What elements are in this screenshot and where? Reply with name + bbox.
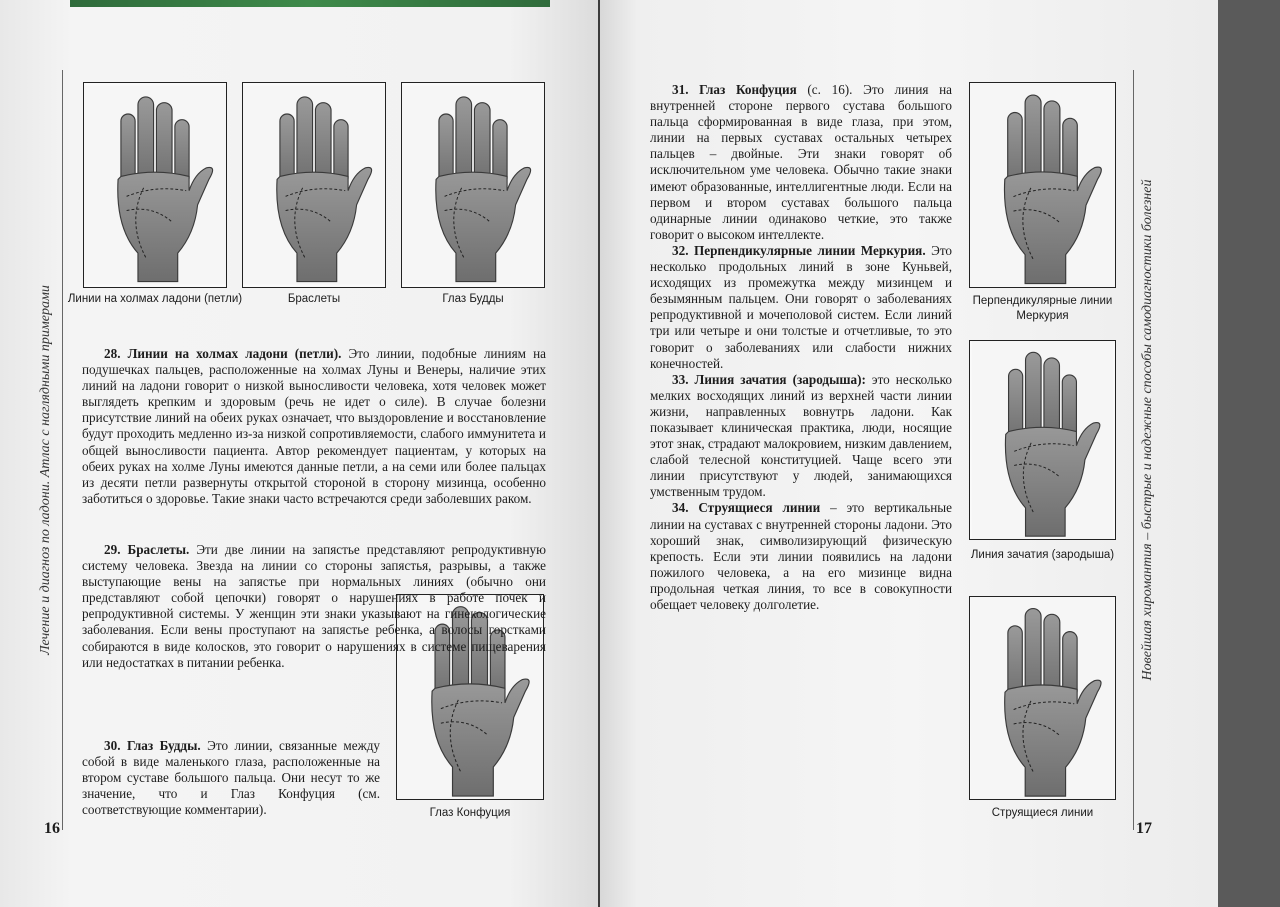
paragraph-29-body: Эти две линии на запястье представляют репродуктивную систему человека. Звезда на линии со стороны запястья, разрывы, а также выступающие вены на запястье при нормальных линиях (обычно они представляют собой цепочки) говорят о нарушениях в работе почек и репродуктивной системы. У женщин эти знаки указывают на гинекологические заболевания. Если вены проступают на запястье ребенка, а волосы горстками собираются в виде колосков, это говорит о нарушениях в системе пищеварения или недостатках в питании ребенка. bbox=[82, 542, 546, 670]
book-edge bbox=[1218, 0, 1280, 907]
paragraph-34-body: – это вертикальные линии на суставах с внутренней стороны ладони. Это хороший знак, символизирующий физическую крепость. Если эти линии появились на ладони пожилого человека, а на его мизинце видна продольная четкая линия, то все в совокупности обещает человеку долголетие. bbox=[650, 500, 952, 612]
figure-bracelets bbox=[242, 82, 386, 305]
paragraph-33-lead: 33. Линия зачатия (зародыша): bbox=[672, 371, 866, 387]
right-text bbox=[650, 82, 952, 613]
caption-confucius-eye: Глаз Конфуция bbox=[429, 807, 511, 819]
hand-illustration-flowing-lines bbox=[970, 597, 1115, 799]
hand-illustration-loops bbox=[84, 83, 226, 287]
paragraph-29 bbox=[82, 542, 546, 671]
cover-green-strip bbox=[70, 0, 550, 7]
figure-conception-line bbox=[969, 340, 1116, 561]
right-side-rule bbox=[1133, 70, 1134, 830]
paragraph-28-body: Это линии, подобные линиям на подушечках пальцев, расположенные на холмах Луны и Венеры, наличие этих линий на ладони говорит о низкой выносливости человека, хотя человек может выглядеть крепким и здоровым (речь не идет о силе). В случае болезни присутствие линий на обеих руках означает, что выздоровление и восстановление будут проходить медленно из-за низкой сопротивляемости, слабого иммунитета и общей выносливости пациента. Автор рекомендует пациентам, у которых на обеих руках на холме Луны имеются данные петли, а на семи или более пальцах из десяти петли развернуты открытой стороной в сторону мизинца, особенно заботиться о здоровье. Такие знаки часто встречаются среди заболевших раком. bbox=[82, 346, 546, 506]
hand-illustration-mercury-lines bbox=[970, 83, 1115, 287]
paragraph-34-lead: 34. Струящиеся линии bbox=[672, 500, 821, 516]
caption-flowing-lines: Струящиеся линии bbox=[991, 807, 1094, 819]
left-text-top bbox=[82, 346, 546, 507]
caption-mercury-lines: Перпендикулярные линии Меркурия bbox=[972, 295, 1113, 322]
paragraph-28 bbox=[82, 346, 546, 507]
figure-loops bbox=[67, 82, 243, 305]
paragraph-33-body: это несколько мелких восходящих линий из верхней части линии жизни, направленных вовнутрь ладони. Как показывает клиническая практика, люди, носящие этот знак, страдают малокровием, низким давлением, слабой телесной конституцией. Чаще всего эти линии присутствуют у людей, занимающихся умственным трудом. bbox=[650, 371, 952, 500]
paragraph-32-body: Это несколько продольных линий в зоне Куньвей, исходящих из промежутка между мизинцем и безымянным пальцем. Они говорят о заболеваниях репродуктивной и мочеполовой систем. Если линий три или четыре и они толстые и отчетливые, то это говорит о заболеваниях или слабости нижних конечностей. bbox=[650, 242, 952, 371]
caption-buddha-eye: Глаз Будды bbox=[442, 293, 504, 305]
paragraph-31 bbox=[650, 82, 952, 243]
left-running-head: Лечение и диагноз по ладони. Атлас с наглядными примерами bbox=[38, 285, 53, 655]
figure-buddha-eye bbox=[401, 82, 545, 305]
paragraph-31-body: (с. 16). Это линия на внутренней стороне первого сустава большого пальца сформированная в виде глаза, при этом, линии на первых суставах остальных четырех пальцев – двойные. Эти знаки говорят об исключительном уме человека. Обычно такие знаки имеют образованные, интеллигентные люди. Если на первом и втором суставах большого пальца одинарные линии одинаково четкие, это также говорит о высоком интеллекте. bbox=[650, 82, 952, 242]
paragraph-34 bbox=[650, 500, 952, 613]
figure-flowing-lines bbox=[969, 596, 1116, 819]
figure-mercury-lines bbox=[969, 82, 1116, 322]
hand-illustration-conception-line bbox=[970, 341, 1115, 539]
paragraph-31-lead: 31. Глаз Конфуция bbox=[672, 82, 797, 97]
left-text-bottom bbox=[82, 738, 380, 818]
paragraph-29-lead: 29. Браслеты. bbox=[104, 542, 190, 557]
caption-loops: Линии на холмах ладони (петли) bbox=[67, 293, 243, 305]
caption-conception-line: Линия зачатия (зародыша) bbox=[970, 549, 1115, 561]
paragraph-32 bbox=[650, 243, 952, 372]
paragraph-30 bbox=[82, 738, 380, 818]
hand-illustration-buddha-eye bbox=[402, 83, 544, 287]
paragraph-30-lead: 30. Глаз Будды. bbox=[104, 738, 201, 753]
page-number-right: 17 bbox=[1136, 820, 1152, 837]
paragraph-32-lead: 32. Перпендикулярные линии Меркурия. bbox=[672, 242, 926, 258]
page-number-left: 16 bbox=[44, 820, 60, 837]
caption-bracelets: Браслеты bbox=[287, 293, 341, 305]
right-running-head: Новейшая хиромантия – быстрые и надежные способы самодиагностики болезней bbox=[1140, 179, 1155, 681]
hand-illustration-bracelets bbox=[243, 83, 385, 287]
paragraph-30-body: Это линии, связанные между собой в виде маленького глаза, расположенные на втором суставе большого пальца. Они несут то же значение, что и Глаз Конфуция (см. соответствующие комментарии). bbox=[82, 738, 380, 818]
paragraph-33 bbox=[650, 372, 952, 501]
left-text-middle bbox=[82, 542, 546, 671]
paragraph-28-lead: 28. Линии на холмах ладони (петли). bbox=[104, 346, 342, 361]
left-side-rule bbox=[62, 70, 63, 830]
